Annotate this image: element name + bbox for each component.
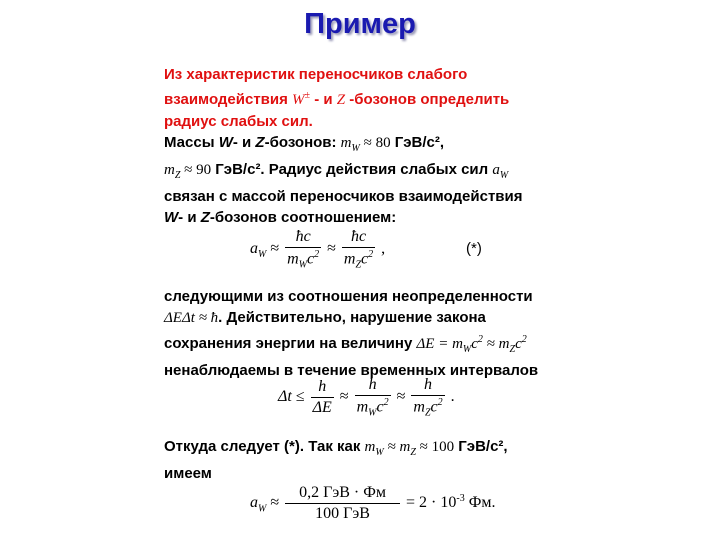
fraction-h-de: $\frac{h}{\Delta E}$ [312, 377, 332, 416]
w-symbol: W± [292, 90, 311, 108]
mw-value: ≈ 80 [359, 135, 391, 151]
uncertainty-line-1: следующими из соотношения неопределенности [164, 288, 533, 305]
equation-tag: (*) [466, 240, 482, 257]
uncertainty-line-4: ненаблюдаемы в течение временных интервалов [164, 362, 539, 379]
equation-time: Δt ≤ $\frac{h}{\Delta E}$ ≈ $\frac{h}{m_Wc^2}$ ≈ $\frac{h}{m_Zc^2}$ . [278, 376, 455, 419]
uncertainty-line-3: сохранения энергии на величину $\Delta E = m_Wc^2 \approx m_Zc^2$ [164, 334, 527, 355]
task-line-2-a: взаимодействия [164, 91, 288, 108]
fraction-z: $\frac{ħc}{m_Zc^2}$ [343, 228, 374, 271]
z-symbol: Z [336, 92, 346, 108]
fraction-h-mz: $\frac{h}{m_Zc^2}$ [413, 376, 443, 419]
mass-relation: $m_W \approx m_Z$ [364, 439, 416, 458]
conclusion-line-1: Откуда следует (*). Так как $m_W \approx m_Z \approx 100$ ГэВ/с², [164, 438, 508, 458]
task-text [164, 64, 509, 132]
energy-relation: $\Delta E = m_Wc^2 \approx m_Zc^2$ [416, 334, 527, 355]
task-line-1: Из характеристик переносчиков слабого [164, 66, 468, 83]
masses-line-4: W- и Z-бозонов соотношением: [164, 209, 397, 226]
page-title: Пример [304, 8, 416, 40]
task-line-2 [164, 85, 509, 111]
mz-symbol: $m_Z$ [164, 162, 181, 181]
mw-symbol: $m_W$ [340, 135, 360, 154]
equation-result: $a_W$ ≈ $\frac{\text{0,2 ГэВ · Фм}}{\text{100 ГэВ}}$ = $2 \cdot 10^{-3}$ Фм. [250, 484, 496, 522]
task-line-3: радиус слабых сил. [164, 113, 313, 130]
uncertainty-relation: ΔEΔt ≈ ħ [164, 310, 219, 326]
mass-value: ≈ 100 [415, 439, 455, 455]
task-line-2-b: - и [310, 91, 337, 108]
conclusion-line-2: имеем [164, 465, 212, 482]
task-line-2-c: -бозонов определить [345, 91, 510, 108]
fraction-w: $\frac{ħc}{m_Wc^2}$ [287, 228, 320, 271]
masses-line-1: Массы W- и Z-бозонов: $m_W \approx 80$ ГэВ/с², [164, 134, 445, 154]
paragraph-conclusion [164, 436, 508, 484]
mz-value: ≈ 90 [180, 162, 212, 178]
equation-radius: $a_W$ ≈ $\frac{ħc}{m_Wc^2}$ ≈ $\frac{ħc}{m_Zc^2}$ , [250, 228, 386, 271]
paragraph-masses [164, 132, 522, 228]
masses-line-3: связан с массой переносчиков взаимодействия [164, 188, 523, 205]
fraction-result: $\frac{\text{0,2 ГэВ · Фм}}{\text{100 ГэВ}}$ [285, 484, 400, 523]
uncertainty-line-2: ΔEΔt ≈ ħ. Действительно, нарушение закона [164, 309, 486, 326]
paragraph-uncertainty [164, 286, 538, 381]
masses-line-2: $m_Z \approx 90$ ГэВ/с². Радиус действия слабых сил $a_W$ [164, 161, 509, 181]
aw-symbol: $a_W$ [492, 162, 509, 181]
fraction-h-mw: $\frac{h}{m_Wc^2}$ [356, 376, 389, 419]
